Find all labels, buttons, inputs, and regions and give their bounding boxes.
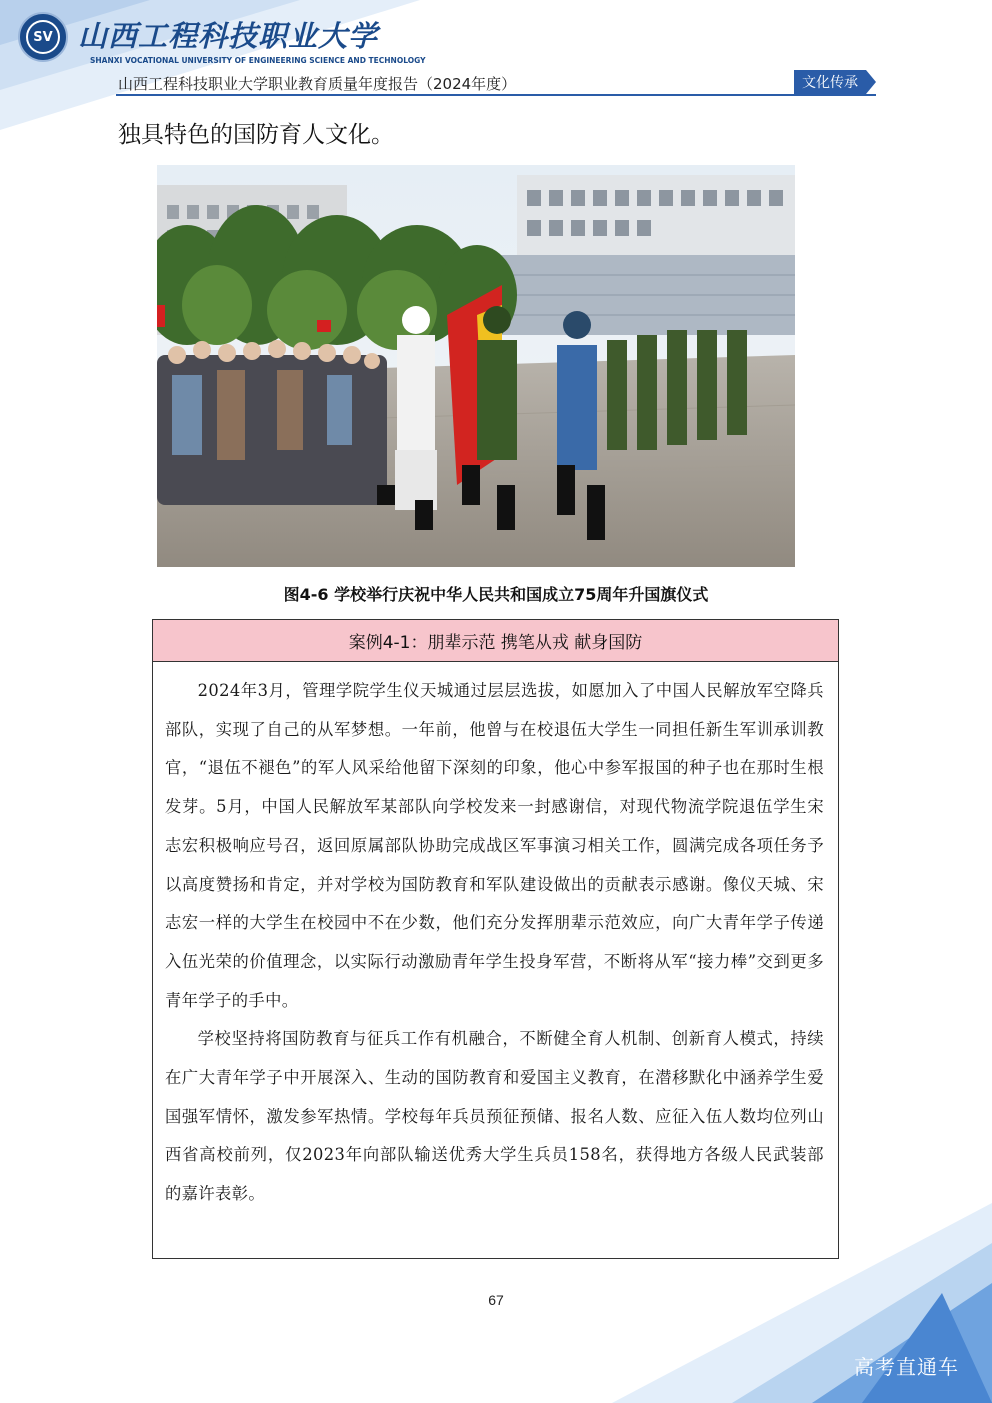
logo-english-name: SHANXI VOCATIONAL UNIVERSITY OF ENGINEERING SCIENCE AND TECHNOLOGY <box>90 56 426 65</box>
case-paragraph-2: 学校坚持将国防教育与征兵工作有机融合，不断健全育人机制、创新育人模式，持续在广大青年学子中开展深入、生动的国防教育和爱国主义教育，在潜移默化中涵养学生爱国强军情怀，激发参军热情。学校每年兵员预征预储、报名人数、应征入伍人数均位列山西省高校前列，仅2023年向部队输送优秀大学生兵员158名，获得地方各级人民武装部的嘉许表彰。 <box>165 1029 824 1204</box>
flag-raising-ceremony-photo <box>157 165 795 567</box>
case-title: 案例4-1：朋辈示范 携笔从戎 献身国防 <box>153 620 838 662</box>
case-paragraph-1: 2024年3月，管理学院学生仪天城通过层层选拔，如愿加入了中国人民解放军空降兵部队，实现了自己的从军梦想。一年前，他曾与在校退伍大学生一同担任新生军训承训教官，“退伍不褪色”的军人风采给他留下深刻的印象，他心中参军报国的种子也在那时生根发芽。5月，中国人民解放军某部队向学校发来一封感谢信，对现代物流学院退伍学生宋志宏积极响应号召，返回原属部队协助完成战区军事演习相关工作，圆满完成各项任务予以高度赞扬和肯定，并对学校为国防教育和军队建设做出的贡献表示感谢。像仪天城、宋志宏一样的大学生在校园中不在少数，他们充分发挥朋辈示范效应，向广大青年学子传递入伍光荣的价值理念，以实际行动激励青年学生投身军营，不断将从军“接力棒”交到更多青年学子的手中。 <box>165 681 824 1010</box>
header-divider <box>116 94 876 96</box>
page-number: 67 <box>488 1292 504 1308</box>
watermark: 高考直通车 <box>854 1355 959 1379</box>
figure-caption: 图4-6 学校举行庆祝中华人民共和国成立75周年升国旗仪式 <box>283 585 709 604</box>
lead-text: 独具特色的国防育人文化。 <box>118 122 394 148</box>
section-tag: 文化传承 <box>802 75 858 91</box>
logo-chinese-name: 山西工程科技职业大学 <box>78 19 379 53</box>
report-title: 山西工程科技职业大学职业教育质量年度报告（2024年度） <box>118 75 517 93</box>
university-logo <box>18 12 426 68</box>
university-emblem-icon: SV <box>18 12 68 62</box>
case-body <box>153 662 838 1214</box>
case-box <box>152 619 839 1259</box>
